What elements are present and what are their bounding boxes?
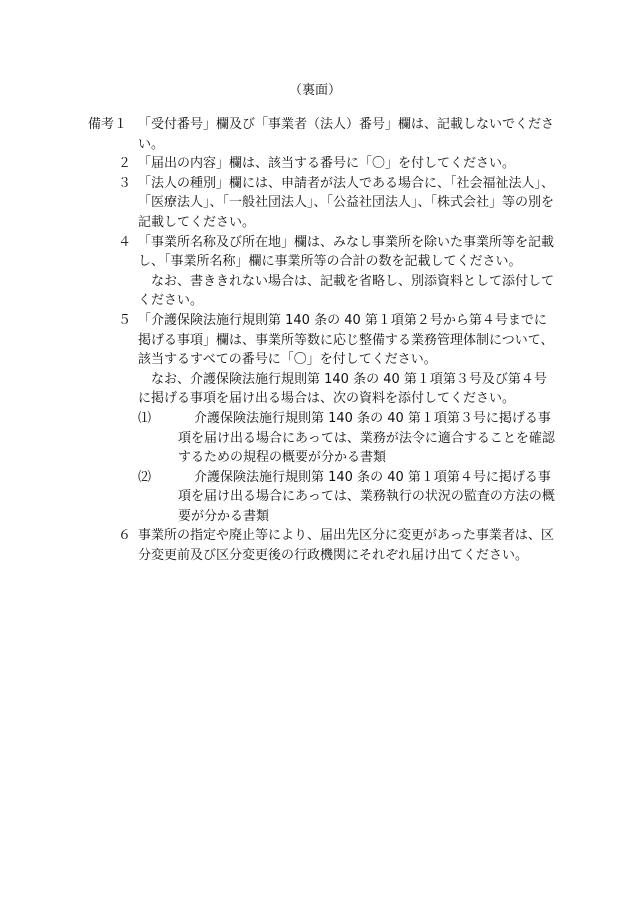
note-continuation: なお、介護保険法施行規則第 140 条の 40 第１項第３号及び第４号に掲げる事項を届け出る場合は、次の資料を添付してください。 — [138, 371, 547, 407]
sub-item-1 — [128, 409, 558, 468]
note-text: 「法人の種別」欄には、申請者が法人である場合に、「社会福祉法人」、「医療法人」、「一般社団法人」、「公益社団法人」、「株式会社」等の別を記載してください。 — [138, 175, 555, 230]
note-4 — [88, 233, 558, 311]
note-number: ６ — [118, 528, 132, 544]
note-text: 「介護保険法施行規則第 140 条の 40 第１項第２号から第４号までに掲げる事項」欄は、事業所等数に応じ整備する業務管理体制について、該当するすべての番号に「〇」を付してください。 — [138, 312, 554, 368]
note-2 — [88, 154, 558, 174]
note-text: 「事業所名称及び所在地」欄は、みなし事業所を除いた事業所等を記載し、「事業所名称」欄に事業所等の合計の数を記載してください。 — [138, 234, 555, 270]
sub-item-2 — [128, 468, 558, 527]
note-number: ５ — [118, 312, 132, 328]
note-number: ３ — [118, 175, 132, 191]
note-text: 「届出の内容」欄は、該当する番号に「〇」を付してください。 — [138, 156, 516, 172]
note-1 — [88, 115, 558, 154]
note-text: 「受付番号」欄及び「事業者（法人）番号」欄は、記載しないでください。 — [138, 117, 555, 152]
notes-list — [88, 115, 558, 566]
note-6 — [88, 526, 558, 565]
page-title: （裏面） — [288, 83, 341, 98]
sub-item-number: ⑵ — [138, 469, 152, 485]
note-number: ２ — [118, 156, 132, 172]
note-number: 備考１ — [88, 117, 128, 132]
sub-item-text: 介護保険法施行規則第 140 条の 40 第１項第３号に掲げる事項を届け出る場合にあっては、業務が法令に適合することを確認するための規程の概要が分かる書類 — [178, 410, 555, 466]
note-5 — [88, 311, 558, 527]
sub-item-text: 介護保険法施行規則第 140 条の 40 第１項第４号に掲げる事項を届け出る場合にあっては、業務執行の状況の監査の方法の概要が分かる書類 — [178, 469, 555, 524]
note-continuation: なお、書ききれない場合は、記載を省略し、別添資料として添付してください。 — [138, 273, 555, 309]
note-text: 事業所の指定や廃止等により、届出先区分に変更があった事業者は、区分変更前及び区分変更後の行政機関にそれぞれ届け出てください。 — [138, 528, 554, 564]
note-3 — [88, 174, 558, 233]
sub-item-number: ⑴ — [138, 410, 152, 426]
note-number: ４ — [118, 234, 132, 250]
